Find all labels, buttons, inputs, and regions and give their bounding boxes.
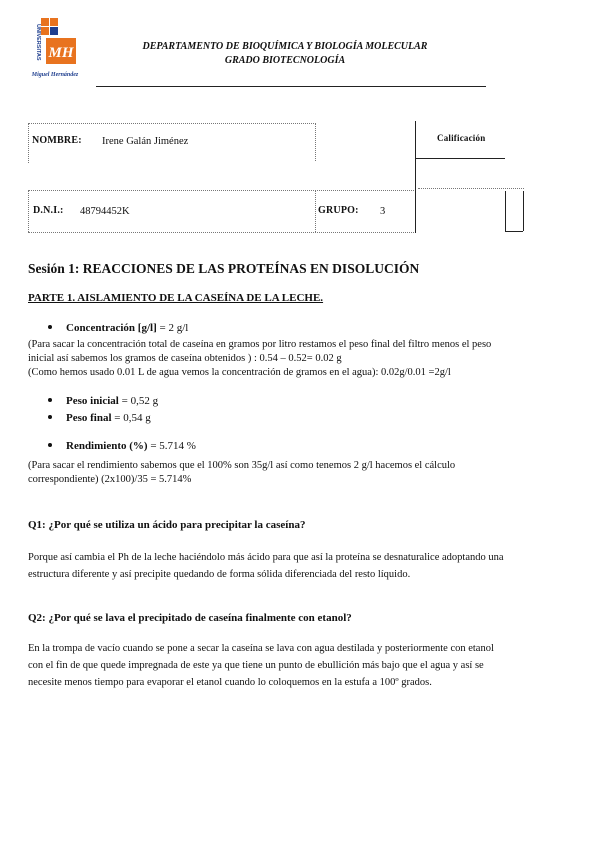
university-logo [30, 16, 80, 80]
final-weight-label: Peso final [66, 412, 112, 424]
final-weight-value: = 0,54 g [111, 412, 151, 424]
explanation-line: correspondiente) (2x100)/35 = 5.714% [28, 474, 192, 485]
part-title: PARTE 1. AISLAMIENTO DE LA CASEÍNA DE LA LECHE. [28, 292, 324, 304]
answer-line: En la trompa de vacío cuando se pone a secar la caseína se lava con agua destilada y posteriormente con etanol [28, 643, 494, 654]
answer-2 [28, 640, 580, 691]
group-label: GRUPO: [318, 205, 359, 216]
answer-line: Porque así cambia el Ph de la leche haciéndolo más ácido para que así la proteína se desnaturalice adoptando una [28, 552, 504, 563]
yield-value: = 5.714 % [147, 440, 196, 452]
yield-label: Rendimiento (%) [66, 440, 148, 452]
grade-box-right [523, 191, 524, 231]
dni-top-border [28, 190, 414, 191]
svg-text:UNIVERSITAS: UNIVERSITAS [35, 24, 41, 61]
initial-weight-item [48, 395, 158, 407]
department-name: DEPARTAMENTO DE BIOQUÍMICA Y BIOLOGÍA MOLECULAR [142, 41, 428, 52]
yield-item [48, 440, 196, 452]
concentration-explanation [28, 338, 580, 380]
department-header [100, 40, 470, 68]
name-label: NOMBRE: [32, 135, 82, 146]
concentration-label: Concentración [g/l] [66, 322, 157, 334]
grade-left-border [415, 121, 416, 233]
grade-bottom-border [418, 188, 524, 189]
explanation-line: (Para sacar el rendimiento sabemos que el 100% son 35g/l así como tenemos 2 g/l hacemos el cálculo [28, 460, 456, 471]
degree-name: GRADO BIOTECNOLOGÍA [224, 55, 346, 66]
bullet-icon [48, 443, 52, 447]
name-right-border [315, 123, 316, 161]
final-weight-item [48, 412, 151, 424]
grade-underline [415, 158, 505, 159]
explanation-line: (Como hemos usado 0.01 L de agua vemos la concentración de gramos en el agua): 0.02g/0.01 =2g/l [28, 367, 451, 378]
form-bottom-border [28, 232, 414, 233]
concentration-value: = 2 g/l [156, 322, 189, 334]
answer-line: necesite menos tiempo para evaporar el etanol cuando lo coloquemos en la estufa a 100º grados. [28, 677, 432, 688]
yield-explanation [28, 459, 580, 487]
bullet-icon [48, 325, 52, 329]
dni-value: 48794452K [80, 206, 130, 217]
question-1: Q1: ¿Por qué se utiliza un ácido para precipitar la caseína? [28, 519, 306, 531]
initial-weight-value: = 0,52 g [118, 395, 159, 407]
explanation-line: (Para sacar la concentración total de caseína en gramos por litro restamos el peso final del filtro menos el peso [28, 339, 492, 350]
question-2: Q2: ¿Por qué se lava el precipitado de caseína finalmente con etanol? [28, 612, 352, 624]
session-title: Sesión 1: REACCIONES DE LAS PROTEÍNAS EN DISOLUCIÓN [28, 261, 420, 276]
answer-1 [28, 549, 580, 583]
svg-text:MH: MH [48, 45, 74, 61]
form-top-border [28, 123, 316, 124]
explanation-line: inicial así sabemos los gramos de caseína obtenidos ) : 0.54 – 0.52= 0.02 g [28, 353, 342, 364]
concentration-item [48, 322, 188, 334]
dni-label: D.N.I.: [33, 205, 64, 216]
answer-line: estructura diferente y así precipite quedando de forma sólida diferenciada del resto líquido. [28, 569, 411, 580]
name-value: Irene Galán Jiménez [102, 136, 189, 147]
grade-box-bottom [505, 231, 523, 232]
initial-weight-label: Peso inicial [66, 395, 119, 407]
dni-left-border [28, 190, 29, 232]
grade-label: Calificación [437, 133, 486, 143]
bullet-icon [48, 398, 52, 402]
group-left-border [315, 190, 316, 232]
grade-box-left [505, 191, 506, 231]
header-divider [96, 86, 486, 87]
form-left-border [28, 123, 29, 163]
bullet-icon [48, 415, 52, 419]
svg-text:Miguel Hernández: Miguel Hernández [31, 72, 79, 78]
answer-line: con el fin de que quede impregnada de este ya que tiene un punto de ebullición más bajo que el agua y así se [28, 660, 484, 671]
group-value: 3 [380, 206, 386, 217]
